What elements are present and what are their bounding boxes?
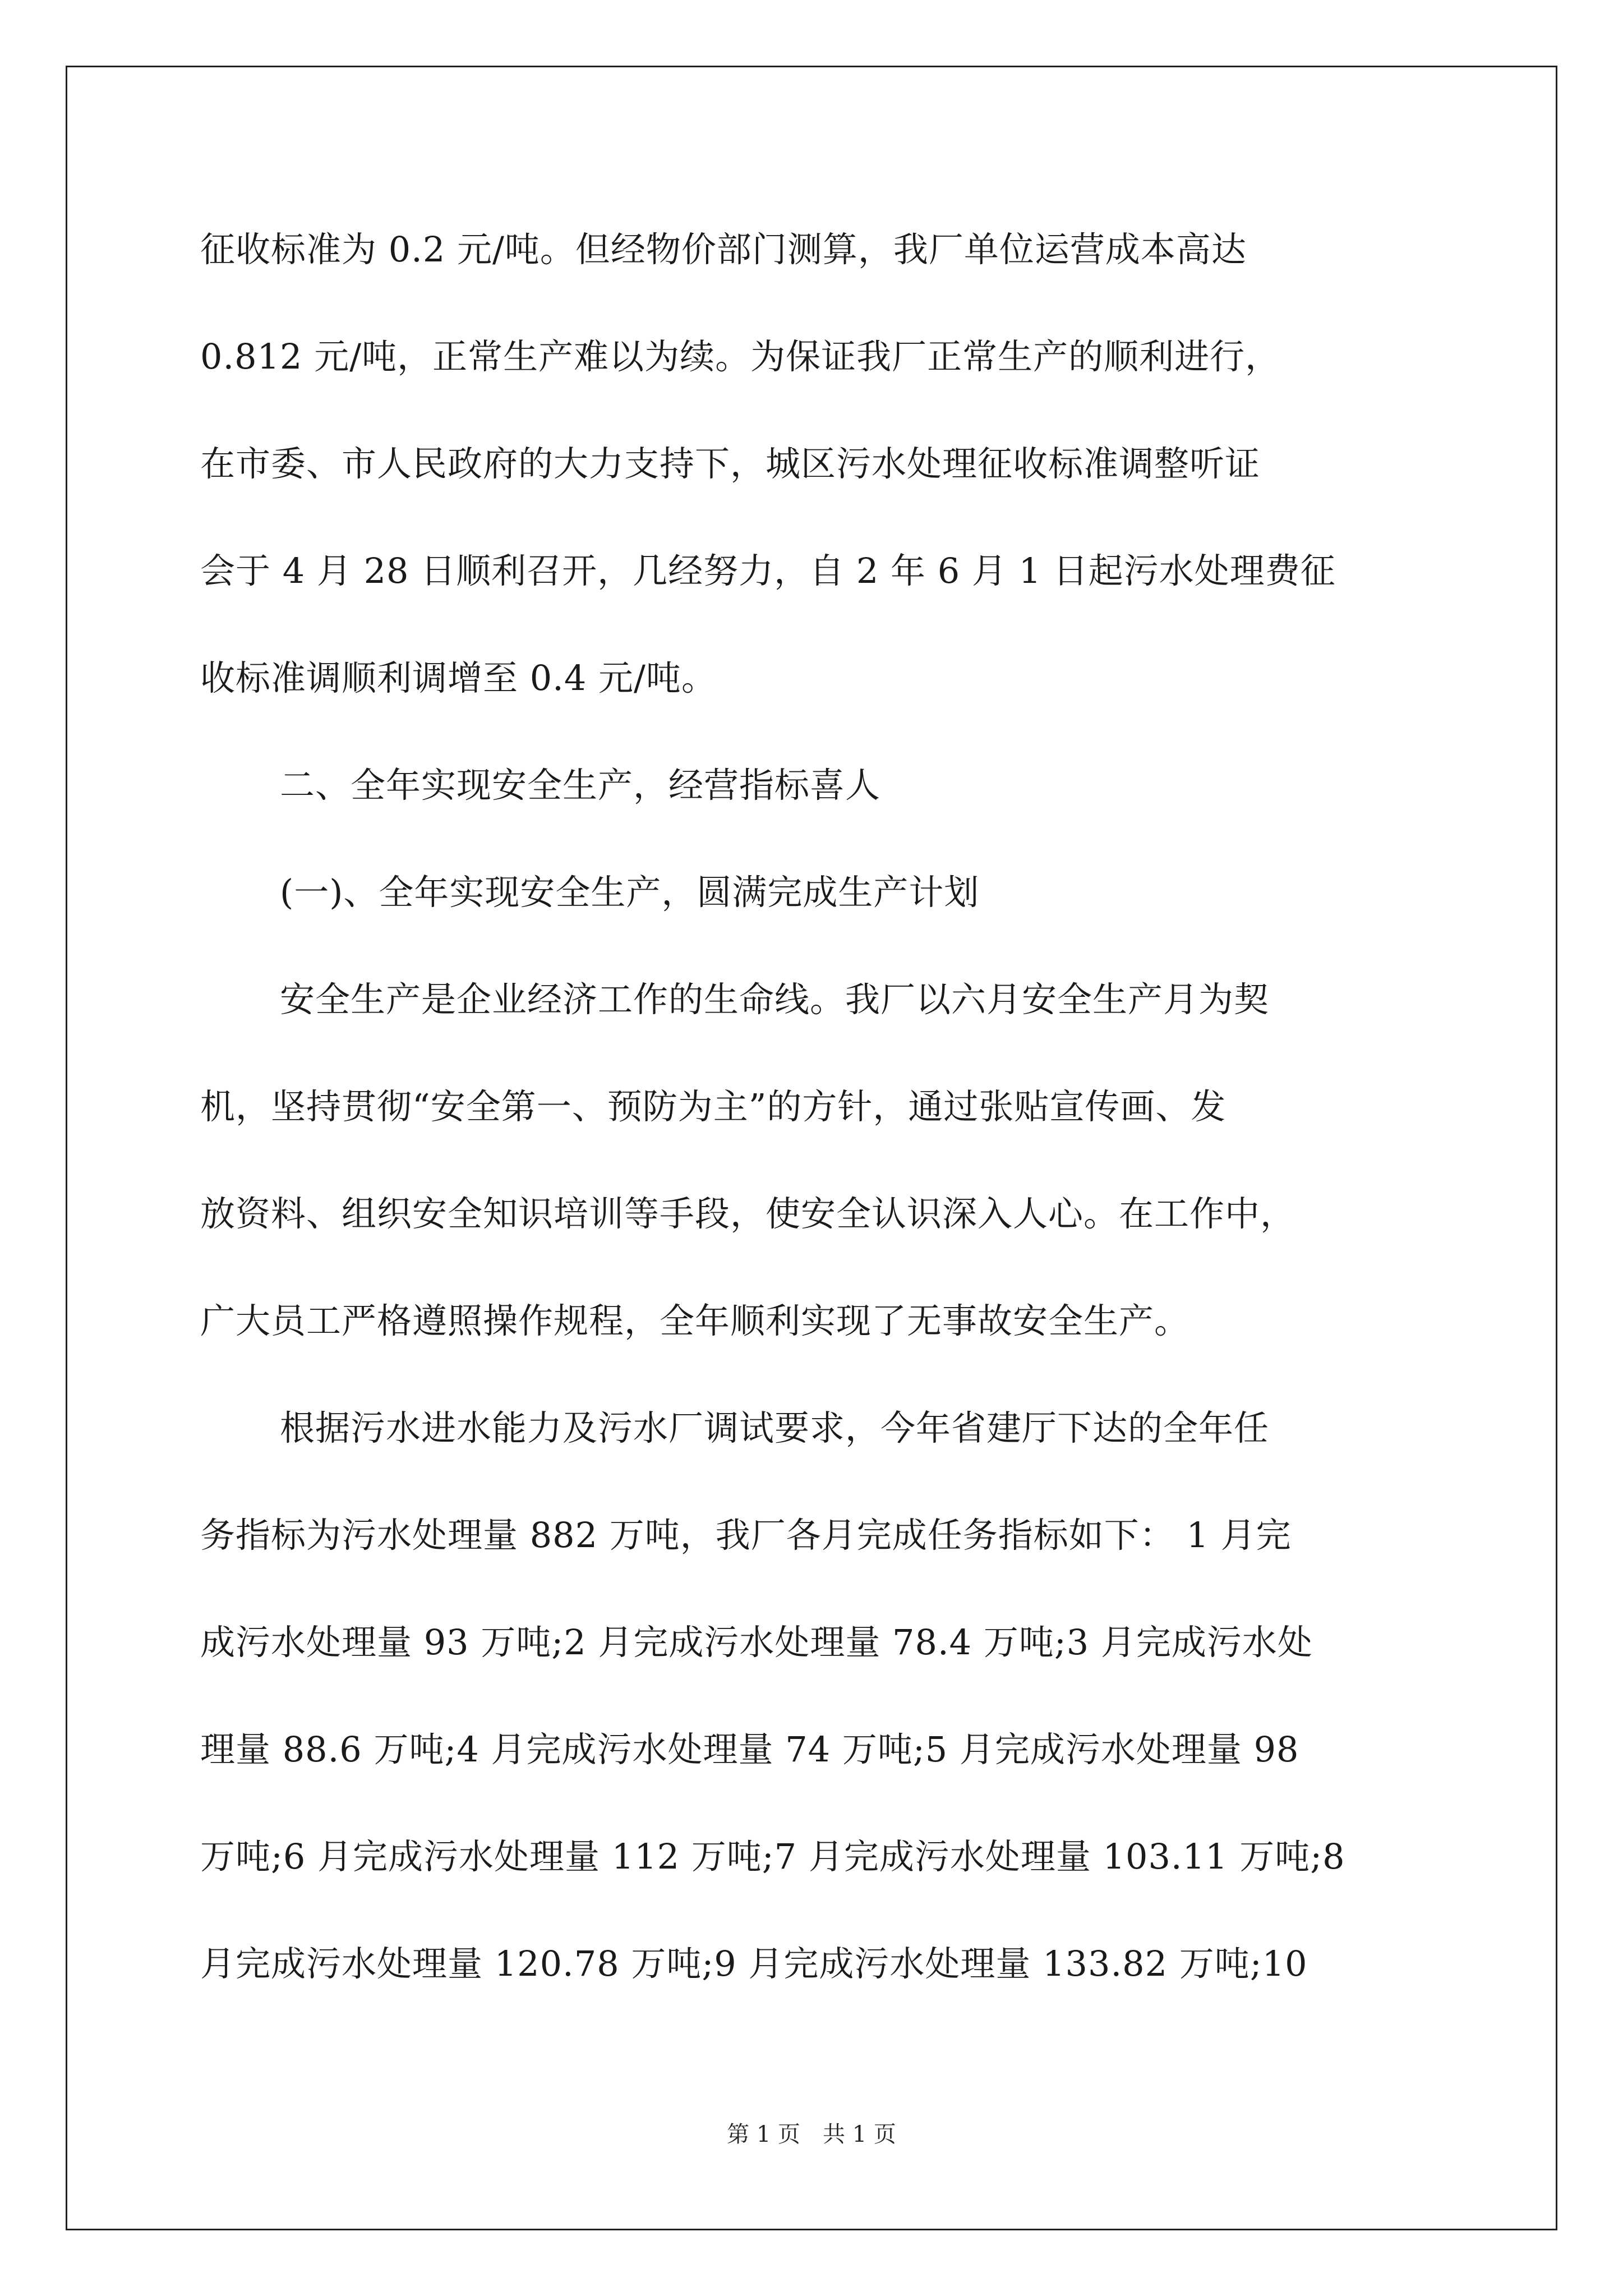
text-line: 机，坚持贯彻“安全第一、预防为主”的方针，通过张贴宣传画、发 <box>200 1086 1227 1127</box>
text-line: 收标准调顺利调增至 0.4 元/吨。 <box>200 657 717 698</box>
text-line: 月完成污水处理量 120.78 万吨;9 月完成污水处理量 133.82 万吨;10 <box>200 1943 1308 1984</box>
paragraph-start: 安全生产是企业经济工作的生命线。我厂以六月安全生产月为契 <box>280 979 1270 1020</box>
text-line: 征收标准为 0.2 元/吨。但经物价部门测算，我厂单位运营成本高达 <box>200 229 1247 270</box>
text-line: 理量 88.6 万吨;4 月完成污水处理量 74 万吨;5 月完成污水处理量 98 <box>200 1729 1299 1770</box>
text-line: 务指标为污水处理量 882 万吨，我厂各月完成任务指标如下： 1 月完 <box>200 1515 1292 1556</box>
paragraph-start: 根据污水进水能力及污水厂调试要求，今年省建厅下达的全年任 <box>280 1407 1270 1448</box>
text-line: 会于 4 月 28 日顺利召开，几经努力，自 2 年 6 月 1 日起污水处理费征 <box>200 550 1336 591</box>
text-line: 0.812 元/吨，正常生产难以为续。为保证我厂正常生产的顺利进行， <box>200 336 1281 377</box>
text-line: 成污水处理量 93 万吨;2 月完成污水处理量 78.4 万吨;3 月完成污水处 <box>200 1622 1313 1663</box>
text-line: 在市委、市人民政府的大力支持下，城区污水处理征收标准调整听证 <box>200 443 1261 484</box>
section-heading: 二、全年实现安全生产，经营指标喜人 <box>280 765 881 806</box>
page-footer <box>0 2118 1623 2151</box>
text-line: 广大员工严格遵照操作规程，全年顺利实现了无事故安全生产。 <box>200 1300 1190 1341</box>
page-number: 第 1 页 <box>727 2122 800 2147</box>
text-line: 万吨;6 月完成污水处理量 112 万吨;7 月完成污水处理量 103.11 万吨;8 <box>200 1836 1345 1877</box>
document-body <box>200 208 1434 2029</box>
subsection-heading: (一)、全年实现安全生产，圆满完成生产计划 <box>280 872 980 913</box>
total-pages: 共 1 页 <box>823 2122 896 2147</box>
text-line: 放资料、组织安全知识培训等手段，使安全认识深入人心。在工作中， <box>200 1193 1296 1234</box>
